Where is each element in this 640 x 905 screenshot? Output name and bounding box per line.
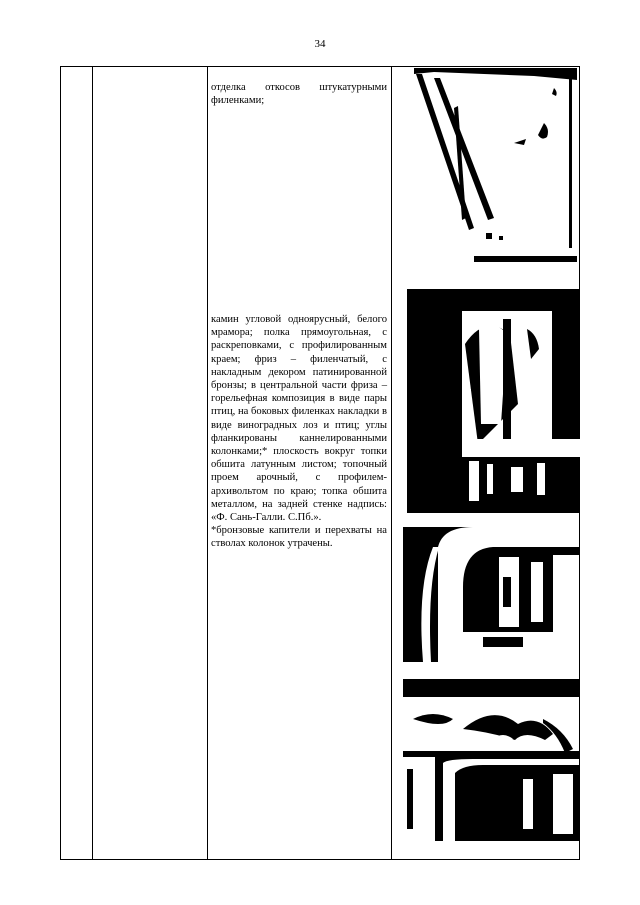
frieze-bronze-decor-photo [403,679,579,841]
firebox-arch-photo [403,527,579,662]
window-reveal-photo [414,68,577,262]
column-divider [92,67,93,859]
column-divider [207,67,208,859]
page-number: 34 [314,38,326,50]
description-fireplace [211,313,387,551]
fireplace-corner-photo [407,289,580,513]
description-paragraph: камин угловой одноярусный, белого мрамора; полка прямоугольная, с раскреповками, с профилированным краем; фриз – филенчатый, с накладным декором патинированной бронзы; в центральной части фриза – горельефная композиция в виде пары птиц, на боковых филенках накладки в виде виноградных лоз и птиц; углы фланкированы каннелированными колонками;* плоскость вокруг топки обшита латунным листом; топочный проем арочный, с профилем-архивольтом по краю; топка обшита металлом, на задней стенке надпись: «Ф. Сань-Галли. С.Пб.». [211,314,387,524]
inventory-table [60,66,580,860]
description-footnote: *бронзовые капители и перехваты на стволах колонок утрачены. [211,525,387,550]
column-divider [391,67,392,859]
description-paragraph: отделка откосов штукатурными филенками; [211,82,387,107]
description-window-reveals [211,81,387,107]
